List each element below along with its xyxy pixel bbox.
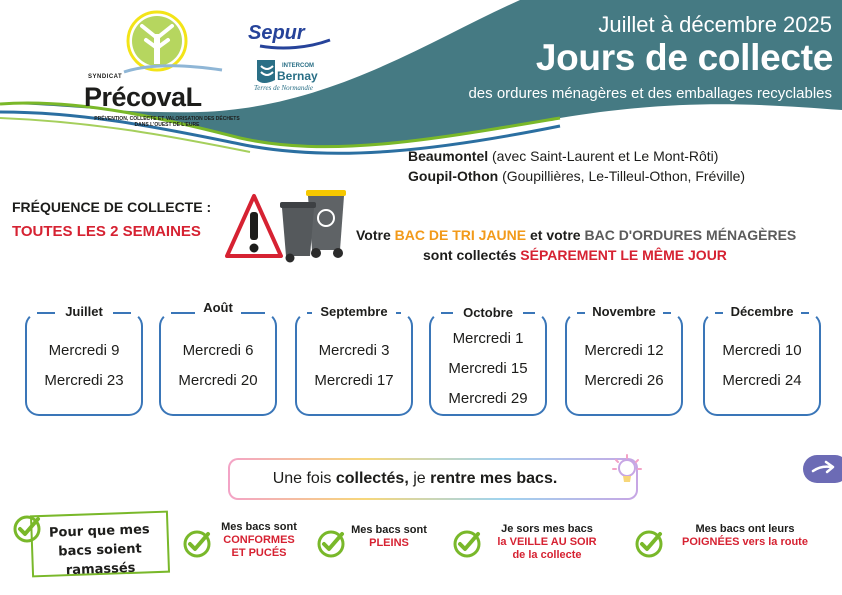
reminder-bold: collectés, — [335, 470, 409, 487]
bernay-intercom-label: INTERCOM — [282, 63, 314, 69]
precoval-tagline: PRÉVENTION, COLLECTE ET VALORISATION DES DÉCHETS DANS L'OUEST DE L'EURE — [94, 116, 240, 128]
conditions-title-line: bacs soient ramassés — [58, 541, 142, 579]
collection-date: Mercredi 15 — [448, 360, 528, 377]
collection-date: Mercredi 26 — [584, 372, 664, 389]
condition-item — [214, 521, 304, 560]
collection-date: Mercredi 23 — [44, 372, 124, 389]
bernay-name: Bernay — [277, 69, 318, 83]
checkmark-icon — [316, 529, 346, 559]
trash-bins-icon — [276, 184, 356, 264]
reminder-part: Une fois — [272, 470, 336, 487]
commune-detail: (avec Saint-Laurent et Le Mont-Rôti) — [488, 148, 719, 164]
month-name: Novembre — [592, 304, 656, 319]
sepur-swoosh-icon — [258, 38, 332, 50]
condition-text: Mes bacs ont leurs — [695, 523, 795, 535]
condition-item — [344, 524, 434, 550]
checkmark-icon — [634, 529, 664, 559]
condition-text: Mes bacs sont — [221, 521, 297, 533]
reminder-box — [228, 458, 638, 500]
month-card-novembre — [565, 304, 683, 416]
condition-item — [484, 523, 610, 562]
month-name: Août — [203, 300, 233, 315]
collection-date: Mercredi 1 — [452, 330, 524, 347]
collection-date: Mercredi 9 — [48, 342, 120, 359]
condition-emphasis: CONFORMES — [223, 534, 295, 546]
checkmark-icon — [452, 529, 482, 559]
page-title: Jours de collecte — [535, 37, 833, 78]
bins-note-text: Votre — [356, 227, 395, 243]
month-name: Septembre — [320, 304, 388, 319]
month-card-septembre — [295, 304, 413, 416]
condition-emphasis: de la collecte — [512, 549, 582, 561]
condition-emphasis: ET PUCÉS — [231, 547, 287, 559]
condition-text: Je sors mes bacs — [501, 523, 593, 535]
collection-date: Mercredi 6 — [182, 342, 254, 359]
collection-date: Mercredi 20 — [178, 372, 258, 389]
conditions-title — [34, 520, 166, 582]
precoval-syndicat-label: SYNDICAT — [88, 74, 123, 80]
month-card-octobre — [429, 304, 547, 416]
commune-name: Beaumontel — [408, 148, 489, 164]
reminder-bold: rentre mes bacs. — [430, 470, 558, 487]
sepur-logo: Sepur — [248, 22, 305, 44]
commune-detail: (Goupillières, Le-Tilleul-Othon, Fréville) — [498, 168, 746, 184]
condition-text: Mes bacs sont — [351, 524, 427, 536]
condition-emphasis: PLEINS — [369, 537, 409, 549]
header-period: Juillet à décembre 2025 — [598, 12, 832, 37]
checkmark-icon — [12, 514, 42, 544]
collection-date: Mercredi 24 — [722, 372, 802, 389]
bernay-terres-label: Terres de Normandie — [254, 84, 313, 92]
bins-note-text: et votre — [526, 227, 585, 243]
collection-date: Mercredi 17 — [314, 372, 394, 389]
collection-date: Mercredi 29 — [448, 390, 528, 407]
bins-note-emphasis: SÉPAREMENT LE MÊME JOUR — [520, 247, 727, 263]
bins-note-text: sont collectés — [423, 247, 521, 263]
bins-note-line-1 — [356, 227, 796, 243]
frequency-label: FRÉQUENCE DE COLLECTE : — [12, 199, 212, 215]
page-subtitle: des ordures ménagères et des emballages recyclables — [468, 85, 832, 102]
month-card-aout — [159, 300, 277, 416]
commune-line — [408, 148, 718, 164]
condition-item — [664, 523, 826, 549]
condition-emphasis: POIGNÉES vers la route — [682, 536, 808, 548]
condition-emphasis: la VEILLE AU SOIR — [497, 536, 597, 548]
frequency-value: TOUTES LES 2 SEMAINES — [12, 223, 201, 240]
arrow-right-icon — [803, 455, 842, 483]
commune-name: Goupil-Othon — [408, 168, 499, 184]
bins-note-line-2 — [423, 247, 727, 263]
conditions-title-line: Pour que mes — [48, 522, 150, 541]
yellow-bin-label: BAC DE TRI JAUNE — [394, 227, 527, 243]
commune-line — [408, 168, 745, 184]
collection-date: Mercredi 12 — [584, 342, 664, 359]
reminder-text — [230, 470, 600, 488]
grey-bin-label: BAC D'ORDURES MÉNAGÈRES — [584, 227, 797, 243]
checkmark-icon — [182, 529, 212, 559]
warning-icon — [224, 192, 284, 262]
lightbulb-icon — [610, 452, 644, 488]
next-page-button[interactable] — [803, 455, 842, 483]
precoval-name: PrécovaL — [84, 82, 202, 112]
month-name: Octobre — [463, 305, 513, 320]
collection-date: Mercredi 10 — [722, 342, 802, 359]
month-name: Décembre — [730, 304, 794, 319]
month-card-decembre — [703, 304, 821, 416]
month-name: Juillet — [65, 304, 103, 319]
reminder-part: je — [408, 470, 431, 487]
collection-date: Mercredi 3 — [318, 342, 390, 359]
month-card-juillet — [25, 304, 143, 416]
